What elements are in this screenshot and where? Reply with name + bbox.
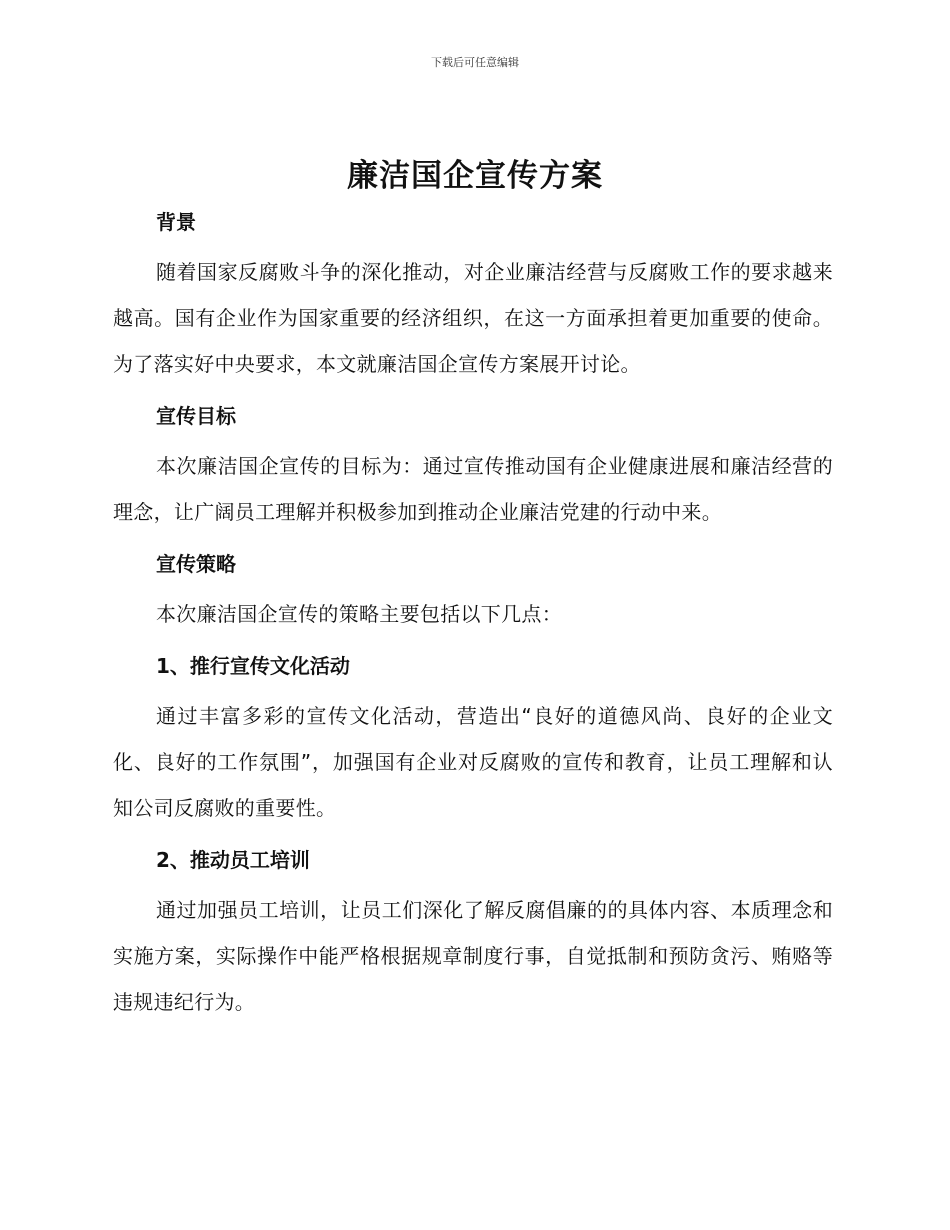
document-body [113,205,833,1025]
section-heading-strategy: 宣传策略 [156,552,236,576]
section-heading-staff-training: 2、推动员工培训 [156,848,310,872]
section-paragraph-staff-training: 通过加强员工培训，让员工们深化了解反腐倡廉的的具体内容、本质理念和实施方案，实际操作中能严格根据规章制度行事，自觉抵制和预防贪污、贿赂等违规违纪行为。 [113,898,833,1014]
section-heading-background: 背景 [156,210,196,234]
section-paragraph-goal: 本次廉洁国企宣传的目标为：通过宣传推动国有企业健康进展和廉洁经营的理念，让广阔员工理解并积极参加到推动企业廉洁党建的行动中来。 [113,454,833,524]
section-heading-goal: 宣传目标 [156,404,236,428]
header-note: 下载后可任意编辑 [431,56,519,69]
document-title: 廉洁国企宣传方案 [347,158,603,194]
section-heading-culture-activities: 1、推行宣传文化活动 [156,654,350,678]
section-paragraph-background: 随着国家反腐败斗争的深化推动，对企业廉洁经营与反腐败工作的要求越来越高。国有企业作为国家重要的经济组织，在这一方面承担着更加重要的使命。为了落实好中央要求，本文就廉洁国企宣传方案展开讨论。 [113,260,833,376]
section-paragraph-culture-activities: 通过丰富多彩的宣传文化活动，营造出“良好的道德风尚、良好的企业文化、良好的工作氛围”，加强国有企业对反腐败的宣传和教育，让员工理解和认知公司反腐败的重要性。 [113,704,833,820]
section-paragraph-strategy: 本次廉洁国企宣传的策略主要包括以下几点： [156,602,562,626]
